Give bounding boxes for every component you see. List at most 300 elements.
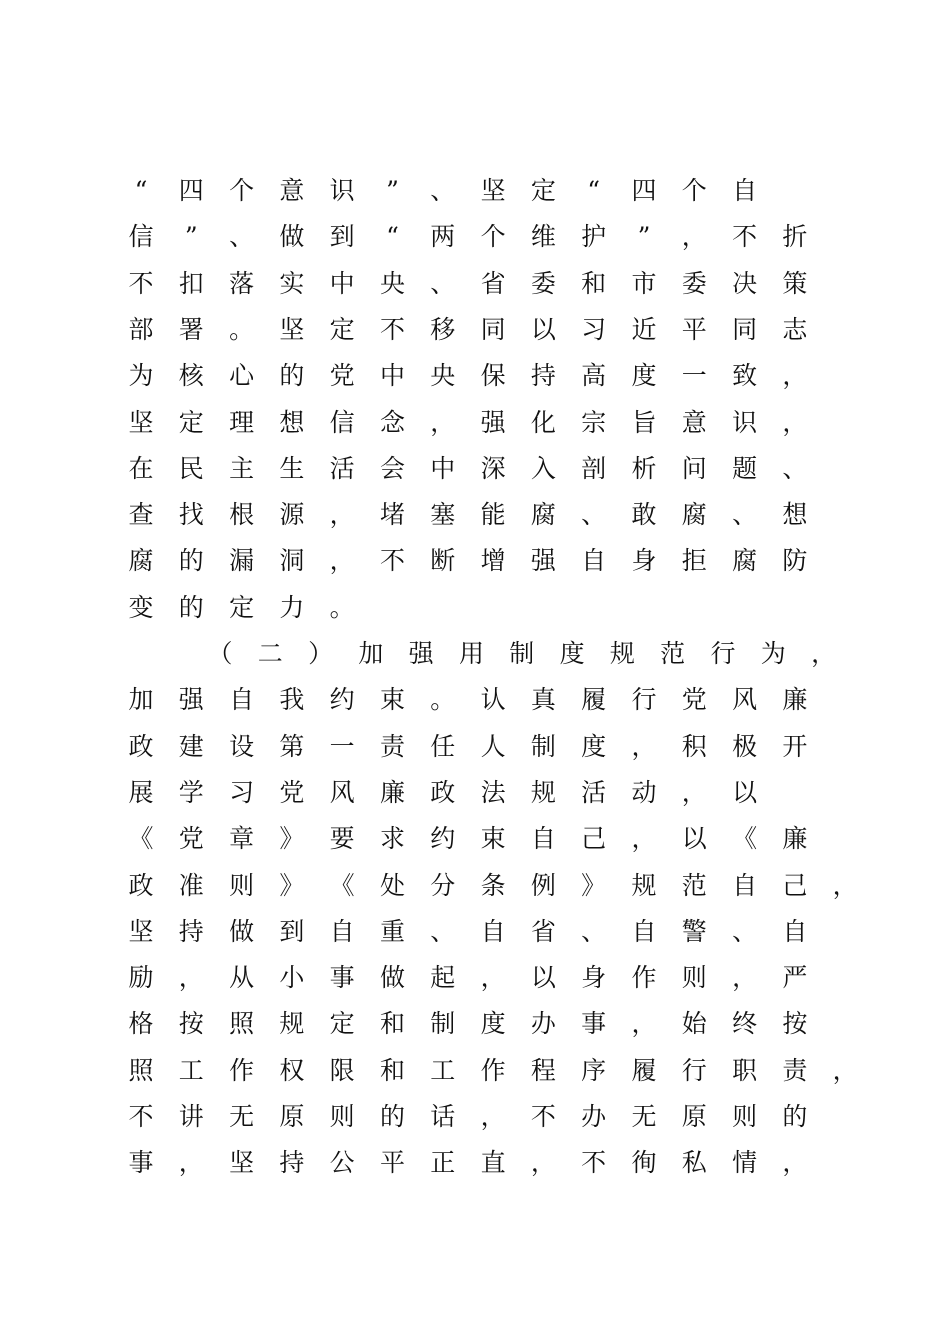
glyph: 权 (279, 1055, 305, 1085)
glyph: ， (329, 500, 355, 530)
glyph: 漏 (229, 546, 255, 576)
glyph: 政 (128, 870, 154, 900)
glyph: 自 (732, 870, 758, 900)
glyph: 励 (128, 963, 154, 993)
glyph: 》 (279, 870, 305, 900)
glyph: 章 (229, 824, 255, 854)
glyph: 不 (128, 1102, 154, 1131)
glyph: 防 (782, 546, 808, 576)
glyph: 政 (128, 731, 154, 761)
glyph: 增 (480, 546, 506, 576)
glyph: 警 (681, 916, 707, 946)
glyph: 做 (229, 916, 255, 946)
glyph: 例 (530, 870, 556, 900)
glyph: 要 (329, 824, 355, 854)
glyph: 格 (128, 1009, 154, 1039)
glyph: 为 (760, 639, 786, 668)
glyph: 中 (430, 453, 456, 483)
glyph: 终 (732, 1009, 758, 1039)
glyph: ， (832, 870, 858, 900)
glyph: 工 (178, 1055, 204, 1085)
glyph: 和 (379, 1009, 405, 1039)
glyph: 不 (379, 546, 405, 576)
text-line-13 (0, 732, 950, 778)
glyph: 党 (329, 361, 355, 391)
glyph: 腐 (732, 546, 758, 576)
glyph: 范 (660, 639, 686, 668)
text-line-1 (0, 176, 950, 222)
glyph: 自 (732, 176, 758, 205)
text-line-2 (0, 222, 950, 268)
glyph: 变 (128, 592, 154, 622)
glyph: 持 (530, 361, 556, 391)
glyph: 》 (279, 824, 305, 854)
glyph: 。 (329, 592, 355, 622)
glyph: 中 (379, 361, 405, 391)
glyph: 的 (279, 361, 305, 391)
text-line-21 (0, 1102, 950, 1148)
glyph: 念 (379, 407, 405, 437)
glyph: 移 (430, 314, 456, 344)
glyph: 办 (530, 1009, 556, 1039)
glyph: 动 (631, 777, 657, 807)
glyph: 维 (530, 222, 556, 252)
glyph: 讲 (178, 1102, 204, 1131)
glyph: 理 (229, 407, 255, 437)
glyph: 定 (329, 314, 355, 344)
glyph: 到 (329, 222, 355, 252)
glyph: ， (732, 963, 758, 993)
glyph: 自 (631, 916, 657, 946)
glyph: 开 (782, 731, 808, 761)
glyph: 想 (782, 500, 808, 530)
glyph: 程 (530, 1055, 556, 1085)
glyph: 党 (178, 824, 204, 854)
glyph: 坚 (229, 1148, 255, 1178)
glyph: 原 (279, 1102, 305, 1131)
glyph: 源 (279, 500, 305, 530)
glyph: 不 (379, 314, 405, 344)
glyph: 自 (530, 824, 556, 854)
glyph: 识 (732, 407, 758, 437)
glyph: 强 (480, 407, 506, 437)
text-line-18 (0, 963, 950, 1009)
glyph: 洞 (279, 546, 305, 576)
glyph: 的 (782, 1102, 808, 1131)
glyph: 能 (480, 500, 506, 530)
glyph: 自 (229, 685, 255, 715)
glyph: 小 (279, 963, 305, 993)
glyph: 履 (631, 1055, 657, 1085)
glyph: 省 (530, 916, 556, 946)
glyph: ， (832, 1055, 858, 1085)
glyph: 极 (732, 731, 758, 761)
glyph: 展 (128, 777, 154, 807)
glyph: 束 (379, 685, 405, 715)
glyph: 市 (631, 268, 657, 298)
glyph: 己 (581, 824, 607, 854)
glyph: 。 (229, 314, 255, 344)
glyph: 为 (128, 361, 154, 391)
glyph: 、 (732, 916, 758, 946)
glyph: 、 (581, 916, 607, 946)
glyph: 制 (509, 639, 535, 668)
glyph: 定 (530, 176, 556, 205)
text-line-11 (0, 639, 950, 685)
glyph: 同 (480, 314, 506, 344)
text-line-22 (0, 1148, 950, 1194)
glyph: 央 (379, 268, 405, 298)
glyph: 则 (681, 963, 707, 993)
glyph: 心 (229, 361, 255, 391)
glyph: 近 (631, 314, 657, 344)
glyph: 从 (229, 963, 255, 993)
glyph: 不 (128, 268, 154, 298)
glyph: 度 (559, 639, 585, 668)
text-line-7 (0, 454, 950, 500)
glyph: 直 (480, 1148, 506, 1178)
glyph: 堵 (379, 500, 405, 530)
glyph: 强 (178, 685, 204, 715)
text-line-14 (0, 778, 950, 824)
glyph: 分 (430, 870, 456, 900)
glyph: 、 (430, 268, 456, 298)
glyph: 原 (681, 1102, 707, 1131)
glyph: 人 (480, 731, 506, 761)
glyph: 想 (279, 407, 305, 437)
glyph: 保 (480, 361, 506, 391)
glyph: 高 (581, 361, 607, 391)
glyph: 《 (732, 824, 758, 854)
glyph: 的 (178, 546, 204, 576)
glyph: 化 (530, 407, 556, 437)
glyph: 任 (430, 731, 456, 761)
glyph: 行 (631, 685, 657, 715)
text-line-3 (0, 269, 950, 315)
glyph: 剖 (581, 453, 607, 483)
glyph: 信 (329, 407, 355, 437)
glyph: 析 (631, 453, 657, 483)
glyph: 约 (430, 824, 456, 854)
glyph: 折 (782, 222, 808, 252)
glyph: 则 (329, 1102, 355, 1131)
glyph: 到 (279, 916, 305, 946)
glyph: 加 (358, 639, 384, 668)
glyph: 设 (229, 731, 255, 761)
glyph: 核 (178, 361, 204, 391)
glyph: 履 (581, 685, 607, 715)
glyph: 情 (732, 1148, 758, 1178)
glyph: 平 (379, 1148, 405, 1178)
glyph: 持 (178, 916, 204, 946)
glyph: 职 (732, 1055, 758, 1085)
glyph: 断 (430, 546, 456, 576)
glyph: 坚 (128, 407, 154, 437)
glyph: 真 (530, 685, 556, 715)
glyph: 力 (279, 592, 305, 622)
glyph: 做 (379, 963, 405, 993)
glyph: 四 (631, 176, 657, 205)
glyph: 部 (128, 314, 154, 344)
glyph: 题 (732, 453, 758, 483)
glyph: 扣 (178, 268, 204, 298)
glyph: 定 (178, 407, 204, 437)
glyph: ， (430, 407, 456, 437)
glyph: 公 (329, 1148, 355, 1178)
glyph: ， (329, 546, 355, 576)
glyph: “ (134, 176, 148, 205)
glyph: 定 (329, 1009, 355, 1039)
glyph: ， (178, 963, 204, 993)
text-line-16 (0, 871, 950, 917)
glyph: 求 (379, 824, 405, 854)
glyph: 央 (430, 361, 456, 391)
glyph: 定 (229, 592, 255, 622)
glyph: 不 (530, 1102, 556, 1131)
glyph: 习 (581, 314, 607, 344)
glyph: 策 (782, 268, 808, 298)
text-line-4 (0, 315, 950, 361)
glyph: 责 (379, 731, 405, 761)
glyph: 自 (480, 916, 506, 946)
glyph: 宗 (581, 407, 607, 437)
glyph: 责 (782, 1055, 808, 1085)
glyph: 致 (732, 361, 758, 391)
text-line-17 (0, 917, 950, 963)
glyph: 行 (710, 639, 736, 668)
glyph: 以 (530, 314, 556, 344)
glyph: 限 (329, 1055, 355, 1085)
glyph: 准 (178, 870, 204, 900)
glyph: 按 (782, 1009, 808, 1039)
glyph: 二 (257, 639, 283, 668)
glyph: 主 (229, 453, 255, 483)
glyph: 习 (229, 777, 255, 807)
glyph: 束 (480, 824, 506, 854)
text-line-10 (0, 593, 950, 639)
glyph: 以 (530, 963, 556, 993)
glyph: ， (681, 222, 707, 252)
glyph: 度 (480, 1009, 506, 1039)
glyph: 徇 (631, 1148, 657, 1178)
glyph: 一 (681, 361, 707, 391)
glyph: 会 (379, 453, 405, 483)
glyph: 约 (329, 685, 355, 715)
glyph: 意 (279, 176, 305, 205)
glyph: 制 (430, 1009, 456, 1039)
glyph: ” (184, 222, 198, 252)
glyph: 照 (128, 1055, 154, 1085)
glyph: 持 (279, 1148, 305, 1178)
glyph: 坚 (480, 176, 506, 205)
text-line-8 (0, 500, 950, 546)
glyph: 条 (480, 870, 506, 900)
glyph: 工 (430, 1055, 456, 1085)
glyph: 个 (229, 176, 255, 205)
glyph: 政 (430, 777, 456, 807)
glyph: 我 (279, 685, 305, 715)
glyph: ” (637, 222, 651, 252)
glyph: ， (178, 1148, 204, 1178)
glyph: 信 (128, 222, 154, 252)
glyph: 建 (178, 731, 204, 761)
glyph: 重 (379, 916, 405, 946)
glyph: 事 (581, 1009, 607, 1039)
glyph: 度 (581, 731, 607, 761)
glyph: 旨 (631, 407, 657, 437)
glyph: 身 (631, 546, 657, 576)
glyph: 决 (732, 268, 758, 298)
glyph: 规 (609, 639, 635, 668)
glyph: 按 (178, 1009, 204, 1039)
glyph: 序 (581, 1055, 607, 1085)
glyph: 作 (480, 1055, 506, 1085)
glyph: 用 (458, 639, 484, 668)
glyph: 坚 (279, 314, 305, 344)
glyph: 制 (530, 731, 556, 761)
glyph: 起 (430, 963, 456, 993)
glyph: 、 (229, 222, 255, 252)
glyph: “ (386, 222, 399, 252)
text-line-15 (0, 824, 950, 870)
glyph: 党 (279, 777, 305, 807)
glyph: 学 (178, 777, 204, 807)
glyph: ， (631, 731, 657, 761)
glyph: 坚 (128, 916, 154, 946)
glyph: 强 (408, 639, 434, 668)
glyph: 问 (681, 453, 707, 483)
glyph: 作 (631, 963, 657, 993)
glyph: 无 (631, 1102, 657, 1131)
glyph: 署 (178, 314, 204, 344)
glyph: 《 (329, 870, 355, 900)
glyph: 身 (581, 963, 607, 993)
glyph: 、 (430, 176, 456, 205)
glyph: 深 (480, 453, 506, 483)
glyph: 个 (681, 176, 707, 205)
glyph: 查 (128, 500, 154, 530)
text-line-20 (0, 1056, 950, 1102)
glyph: 《 (128, 824, 154, 854)
glyph: 己 (782, 870, 808, 900)
glyph: ， (631, 1009, 657, 1039)
text-line-5 (0, 361, 950, 407)
glyph: 以 (681, 824, 707, 854)
glyph: 两 (430, 222, 456, 252)
glyph: 找 (178, 500, 204, 530)
glyph: 以 (732, 777, 758, 807)
glyph: 度 (631, 361, 657, 391)
glyph: “ (587, 176, 601, 205)
text-line-9 (0, 546, 950, 592)
glyph: 积 (681, 731, 707, 761)
glyph: 风 (329, 777, 355, 807)
glyph: 认 (480, 685, 506, 715)
glyph: 事 (329, 963, 355, 993)
glyph: 党 (681, 685, 707, 715)
glyph: 省 (480, 268, 506, 298)
glyph: 处 (379, 870, 405, 900)
glyph: 同 (732, 314, 758, 344)
glyph: 、 (581, 500, 607, 530)
glyph: 事 (128, 1148, 154, 1178)
glyph: 拒 (681, 546, 707, 576)
glyph: 腐 (128, 546, 154, 576)
glyph: 。 (430, 685, 456, 715)
glyph: 和 (581, 268, 607, 298)
glyph: 廉 (379, 777, 405, 807)
glyph: ， (530, 1148, 556, 1178)
glyph: 自 (329, 916, 355, 946)
glyph: 规 (530, 777, 556, 807)
glyph: 委 (530, 268, 556, 298)
text-line-12 (0, 685, 950, 731)
glyph: ） (308, 639, 334, 668)
glyph: 塞 (430, 500, 456, 530)
glyph: ， (681, 777, 707, 807)
glyph: 根 (229, 500, 255, 530)
glyph: 民 (178, 453, 204, 483)
glyph: 严 (782, 963, 808, 993)
glyph: 则 (732, 1102, 758, 1131)
glyph: 在 (128, 453, 154, 483)
glyph: 敢 (631, 500, 657, 530)
glyph: 话 (430, 1102, 456, 1131)
glyph: 照 (229, 1009, 255, 1039)
glyph: 意 (681, 407, 707, 437)
glyph: 法 (480, 777, 506, 807)
glyph: 廉 (782, 824, 808, 854)
text-line-19 (0, 1009, 950, 1055)
glyph: 加 (128, 685, 154, 715)
glyph: 自 (782, 916, 808, 946)
glyph: 生 (279, 453, 305, 483)
glyph: 办 (581, 1102, 607, 1131)
glyph: 四 (178, 176, 204, 205)
glyph: ， (782, 361, 808, 391)
glyph: ， (811, 639, 837, 668)
text-line-6 (0, 408, 950, 454)
glyph: 廉 (782, 685, 808, 715)
glyph: 》 (581, 870, 607, 900)
glyph: 和 (379, 1055, 405, 1085)
glyph: 一 (329, 731, 355, 761)
glyph: 做 (279, 222, 305, 252)
glyph: ” (386, 176, 399, 205)
glyph: 规 (279, 1009, 305, 1039)
glyph: 识 (329, 176, 355, 205)
glyph: 入 (530, 453, 556, 483)
glyph: 的 (379, 1102, 405, 1131)
glyph: 私 (681, 1148, 707, 1178)
glyph: 委 (681, 268, 707, 298)
glyph: 的 (178, 592, 204, 622)
glyph: 正 (430, 1148, 456, 1178)
glyph: 活 (581, 777, 607, 807)
glyph: 实 (279, 268, 305, 298)
glyph: 作 (229, 1055, 255, 1085)
glyph: 活 (329, 453, 355, 483)
glyph: ， (782, 1148, 808, 1178)
glyph: 第 (279, 731, 305, 761)
glyph: 腐 (530, 500, 556, 530)
glyph: 不 (581, 1148, 607, 1178)
glyph: 中 (329, 268, 355, 298)
glyph: 风 (732, 685, 758, 715)
glyph: 、 (732, 500, 758, 530)
glyph: 平 (681, 314, 707, 344)
glyph: 无 (229, 1102, 255, 1131)
